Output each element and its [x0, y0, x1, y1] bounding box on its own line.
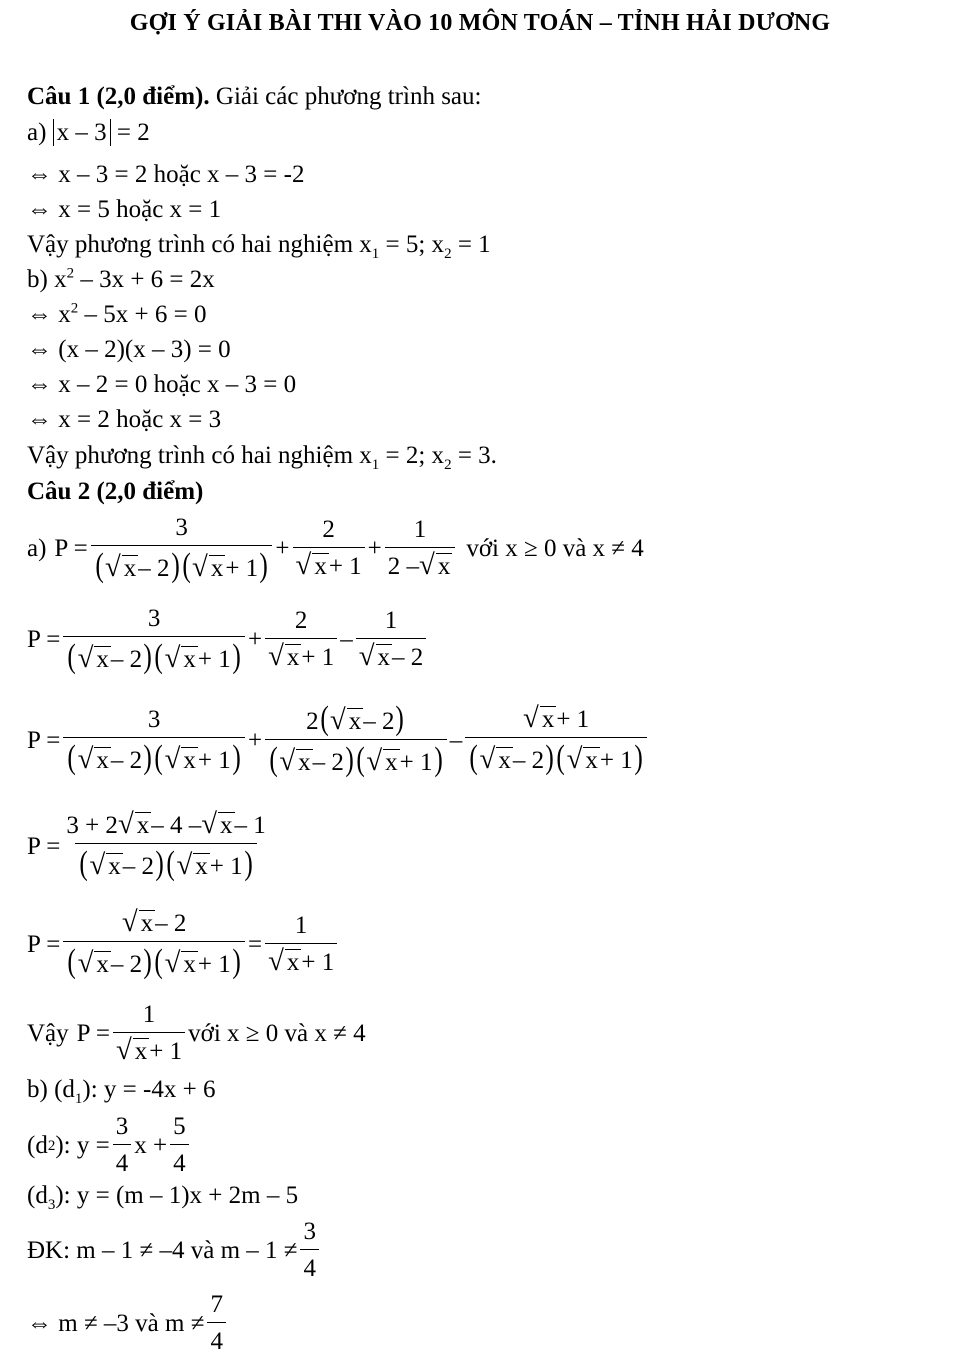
parenthesis: ): [155, 845, 164, 882]
math-text: ĐK: m – 1 ≠ –4 và m – 1 ≠: [27, 1237, 298, 1264]
math-text: – 1: [234, 812, 266, 839]
math-text: + 1: [225, 555, 259, 582]
cau2b-d3: [27, 1181, 298, 1211]
numerator: 1: [142, 1001, 156, 1028]
denominator: [91, 545, 273, 585]
math-text: – 2: [122, 853, 154, 880]
cau1b-equation: [27, 265, 215, 295]
math-text: x: [183, 746, 196, 774]
cau2a-step2: [27, 702, 650, 779]
denominator: [113, 1032, 185, 1068]
math-text: b) x: [27, 266, 67, 293]
square-root: [176, 851, 209, 880]
math-text: x: [286, 644, 300, 671]
square-root: [523, 704, 556, 733]
radical-sign: √: [201, 808, 217, 840]
subscript: 3: [47, 1197, 56, 1213]
math-text: +: [275, 535, 290, 562]
subscript: 1: [371, 246, 380, 262]
math-text: = 3.: [451, 442, 497, 469]
radical-sign: √: [295, 549, 312, 581]
denominator: [63, 636, 245, 676]
radical-sign: √: [89, 849, 106, 881]
cau1-prompt: Giải các phương trình sau:: [215, 83, 482, 110]
cau2a-expression: [27, 513, 644, 585]
cau1a-step1: ⇔ x – 3 = 2 hoặc x – 3 = -2: [27, 161, 305, 188]
math-text: x: [136, 812, 150, 839]
radical-sign: √: [358, 640, 375, 672]
parenthesis: (: [182, 547, 191, 584]
math-text: (d: [27, 1182, 48, 1209]
parenthesis: (: [320, 700, 329, 737]
square-root: [165, 644, 198, 673]
numerator: 2: [322, 516, 335, 543]
math-text: + 1: [599, 747, 633, 774]
radical-sign: √: [105, 551, 121, 583]
subscript: 1: [74, 1091, 83, 1107]
math-text: 2: [306, 708, 319, 735]
parenthesis: ): [143, 943, 152, 980]
math-text: + 1: [301, 948, 335, 976]
square-root: [78, 644, 111, 673]
parenthesis: ): [433, 741, 443, 778]
fraction: [207, 1290, 226, 1358]
fraction: [113, 1000, 185, 1068]
parenthesis: (: [556, 739, 566, 776]
numerator: [119, 908, 190, 941]
denominator: [265, 943, 337, 979]
math-text: x: [96, 646, 109, 673]
radical-sign: √: [192, 551, 208, 583]
math-text: x: [134, 1038, 148, 1065]
math-text: ): y = -4x + 6: [82, 1076, 216, 1103]
numerator: 5: [173, 1113, 186, 1140]
parenthesis: (: [154, 738, 164, 776]
math-text: 2 –: [387, 553, 420, 580]
math-text: – 4 –: [151, 812, 202, 839]
radical-sign: √: [115, 1034, 132, 1066]
math-text: x: [183, 951, 196, 978]
cau1b-step1: [27, 300, 206, 330]
math-text: + 1: [197, 951, 231, 978]
fraction: [63, 604, 245, 676]
fraction: [356, 606, 427, 674]
fraction: [385, 515, 456, 583]
parenthesis: ): [259, 547, 269, 584]
denominator: 4: [113, 1144, 132, 1180]
math-text: Vậy phương trình có hai nghiệm x: [27, 442, 372, 469]
math-text: + 1: [328, 553, 362, 580]
square-root: [165, 949, 198, 978]
math-text: + 1: [399, 749, 433, 776]
math-text: ⇔ x: [27, 301, 71, 328]
denominator: [356, 638, 427, 674]
page-title: GỢI Ý GIẢI BÀI THI VÀO 10 MÔN TOÁN – TỈNH HẢI DƯƠNG: [129, 10, 831, 36]
parenthesis: (: [95, 547, 104, 584]
cau1b-step2: ⇔ (x – 2)(x – 3) = 0: [27, 336, 231, 363]
cau2a-conclusion: [27, 1000, 366, 1068]
math-text: – 2: [110, 746, 143, 774]
square-root: [268, 944, 301, 977]
math-text: x: [585, 747, 598, 774]
math-text: +: [248, 726, 263, 754]
math-text: – 2: [155, 910, 187, 937]
radical-sign: √: [77, 947, 94, 979]
cau2a-step4: [27, 908, 340, 981]
subscript: 2: [444, 246, 452, 262]
fraction: [293, 515, 365, 583]
math-text: với x ≥ 0 và x ≠ 4: [188, 1020, 366, 1047]
math-text: + 1: [556, 706, 590, 733]
math-text: P =: [27, 726, 61, 754]
math-text: x: [220, 812, 233, 839]
numerator: [520, 704, 592, 737]
superscript: 2: [66, 265, 75, 282]
math-text: x: [385, 749, 398, 776]
parenthesis: (: [269, 741, 278, 778]
condition: với x ≥ 0 và x ≠ 4: [466, 535, 644, 562]
math-text: ): y = (m – 1)x + 2m – 5: [55, 1182, 299, 1209]
parenthesis: (: [356, 741, 365, 778]
math-text: x: [498, 747, 511, 774]
cau2b-condition: [27, 1217, 322, 1285]
parenthesis: ): [545, 739, 554, 776]
radical-sign: √: [268, 944, 284, 977]
parenthesis: ): [143, 738, 152, 776]
math-text: P =: [54, 535, 88, 562]
cau2a-step1: [27, 604, 429, 676]
math-text: +: [248, 626, 263, 653]
denominator: [75, 843, 257, 883]
fraction: [265, 911, 337, 979]
radical-sign: √: [268, 640, 284, 672]
math-text: +: [367, 535, 382, 562]
math-text: – 2: [392, 644, 424, 671]
math-text: – 2: [312, 749, 344, 776]
square-root: [122, 908, 155, 937]
square-root: [192, 553, 225, 582]
denominator: [63, 737, 245, 777]
radical-sign: √: [366, 745, 383, 777]
denominator: 4: [300, 1249, 319, 1285]
radical-sign: √: [279, 745, 296, 777]
fraction: [113, 1112, 132, 1180]
square-root: [268, 642, 301, 671]
parenthesis: (: [67, 738, 77, 776]
math-text: – 2: [363, 708, 395, 735]
parenthesis: ): [395, 700, 405, 737]
square-root: [419, 551, 452, 580]
math-text: P =: [76, 1020, 110, 1047]
math-text: – 5x + 6 = 0: [78, 301, 207, 328]
cau1b-step3: ⇔ x – 2 = 0 hoặc x – 3 = 0: [27, 371, 297, 398]
math-text: –: [449, 726, 463, 754]
math-text: x: [348, 708, 362, 735]
cau1b-step4: ⇔ x = 2 hoặc x = 3: [27, 406, 222, 433]
radical-sign: √: [164, 642, 181, 674]
radical-sign: √: [523, 702, 539, 734]
math-text: x: [286, 948, 300, 976]
parenthesis: ): [232, 943, 241, 980]
radical-sign: √: [329, 704, 346, 736]
numerator: 1: [413, 516, 427, 543]
parenthesis: (: [79, 845, 89, 882]
denominator: 4: [207, 1322, 226, 1358]
math-text: x: [140, 910, 154, 937]
fraction: [63, 810, 268, 883]
parenthesis: ): [143, 638, 152, 675]
math-text: – 2: [110, 951, 143, 978]
denominator: [265, 638, 337, 674]
radical-sign: √: [164, 742, 181, 775]
math-text: x: [96, 951, 109, 978]
subscript: 2: [444, 457, 452, 473]
numerator: 3: [147, 705, 161, 733]
cau2a-step3: [27, 810, 272, 883]
square-root: [296, 551, 329, 580]
radical-sign: √: [77, 742, 94, 775]
parenthesis: ): [244, 845, 253, 882]
parenthesis: (: [154, 943, 164, 980]
math-text: Vậy: [27, 1020, 69, 1047]
cau1a-step2: ⇔ x = 5 hoặc x = 1: [27, 196, 222, 223]
numerator: 7: [210, 1291, 223, 1318]
radical-sign: √: [419, 549, 435, 581]
denominator: 4: [170, 1144, 189, 1180]
fraction: [63, 705, 245, 777]
cau1-heading-line: [27, 82, 481, 112]
math-text: = 5; x: [379, 231, 445, 258]
numerator: 2: [294, 607, 308, 634]
numerator: 3: [115, 1113, 129, 1140]
math-text: = 2: [116, 119, 150, 146]
math-text: P =: [27, 832, 61, 860]
radical-sign: √: [117, 808, 134, 840]
parenthesis: ): [170, 547, 180, 584]
denominator: [265, 739, 447, 779]
math-text: x: [108, 853, 121, 880]
fraction: [300, 1217, 319, 1285]
square-root: [567, 745, 600, 774]
math-text: x: [437, 553, 451, 580]
math-text: a): [27, 535, 47, 562]
math-text: x: [123, 555, 137, 582]
radical-sign: √: [121, 906, 138, 938]
parenthesis: (: [67, 943, 77, 980]
numerator: 3: [303, 1218, 316, 1245]
square-root: [116, 1036, 149, 1065]
math-text: a): [27, 119, 47, 146]
math-text: –: [340, 626, 353, 653]
math-text: ): y =: [55, 1132, 110, 1159]
fraction: [265, 702, 447, 779]
denominator: [385, 547, 456, 583]
math-text: x: [183, 646, 196, 673]
numerator: [63, 810, 268, 843]
numerator: 1: [294, 911, 308, 939]
cau1-heading: Câu 1 (2,0 điểm).: [27, 83, 210, 110]
cau2b-d1: [27, 1075, 215, 1105]
numerator: [303, 702, 409, 739]
parenthesis: (: [154, 638, 164, 675]
math-text: = 1: [451, 231, 491, 258]
square-root: [89, 851, 122, 880]
parenthesis: (: [166, 845, 176, 882]
math-text: + 1: [197, 646, 231, 673]
parenthesis: ): [232, 738, 241, 776]
cau2b-condition-result: [27, 1290, 229, 1358]
parenthesis: ): [232, 638, 241, 675]
math-text: x: [210, 555, 224, 582]
math-text: Vậy phương trình có hai nghiệm x: [27, 231, 372, 258]
math-text: x: [314, 553, 327, 580]
denominator: [293, 547, 365, 583]
numerator: 3: [147, 605, 161, 632]
math-text: ⇔ m ≠ –3 và m ≠: [27, 1310, 205, 1337]
math-text: – 2: [138, 555, 170, 582]
cau1a-conclusion: [27, 230, 491, 260]
math-text: P =: [27, 930, 61, 958]
math-text: x: [377, 644, 391, 671]
math-text: =: [248, 930, 263, 958]
parenthesis: ): [634, 739, 643, 776]
denominator: [63, 941, 245, 981]
square-root: [330, 706, 363, 735]
square-root: [164, 742, 198, 775]
fraction: [465, 704, 647, 777]
cau2b-d2: (d 2 ): y = $\frac{3}{4}$ x + $\frac{5}{4}$: [27, 1112, 192, 1180]
math-text: (d: [27, 1132, 48, 1159]
square-root: [77, 742, 111, 775]
square-root: [279, 747, 312, 776]
math-text: x: [96, 746, 109, 774]
math-text: – 2: [110, 646, 143, 673]
square-root: [359, 642, 392, 671]
cau1a-equation: [27, 118, 150, 148]
radical-sign: √: [77, 642, 94, 674]
fraction: [63, 908, 245, 981]
absolute-value: x – 3: [53, 119, 111, 146]
fraction: [91, 513, 273, 585]
subscript: 1: [371, 457, 380, 473]
numerator: 3: [175, 514, 188, 541]
math-text: P =: [27, 626, 61, 653]
math-text: + 1: [149, 1038, 183, 1065]
math-text: – 2: [512, 747, 545, 774]
radical-sign: √: [176, 849, 193, 881]
math-text: 3 + 2: [66, 812, 118, 839]
superscript: 2: [70, 300, 79, 317]
math-text: x: [541, 706, 555, 733]
math-text: x +: [134, 1132, 168, 1159]
parenthesis: (: [469, 739, 479, 776]
square-root: [78, 949, 111, 978]
denominator: [465, 737, 647, 777]
radical-sign: √: [479, 743, 496, 775]
radical-sign: √: [566, 743, 583, 775]
square-root: [366, 747, 399, 776]
parenthesis: ): [345, 741, 354, 778]
cau2-heading: Câu 2 (2,0 điểm): [27, 478, 204, 505]
square-root: [105, 553, 138, 582]
radical-sign: √: [164, 947, 181, 979]
math-text: b) (d: [27, 1076, 75, 1103]
math-text: + 1: [301, 644, 335, 671]
fraction: [170, 1112, 189, 1180]
numerator: 1: [384, 607, 398, 634]
math-text: – 3x + 6 = 2x: [74, 266, 215, 293]
math-text: = 2; x: [379, 442, 445, 469]
parenthesis: (: [67, 638, 77, 675]
square-root: [201, 810, 234, 839]
square-root: [480, 745, 513, 774]
math-text: x: [298, 749, 311, 776]
square-root: [118, 810, 151, 839]
fraction: [265, 606, 337, 674]
math-text: x: [195, 853, 208, 880]
cau1b-conclusion: [27, 441, 497, 471]
math-text: + 1: [209, 853, 243, 880]
math-text: + 1: [197, 746, 231, 774]
